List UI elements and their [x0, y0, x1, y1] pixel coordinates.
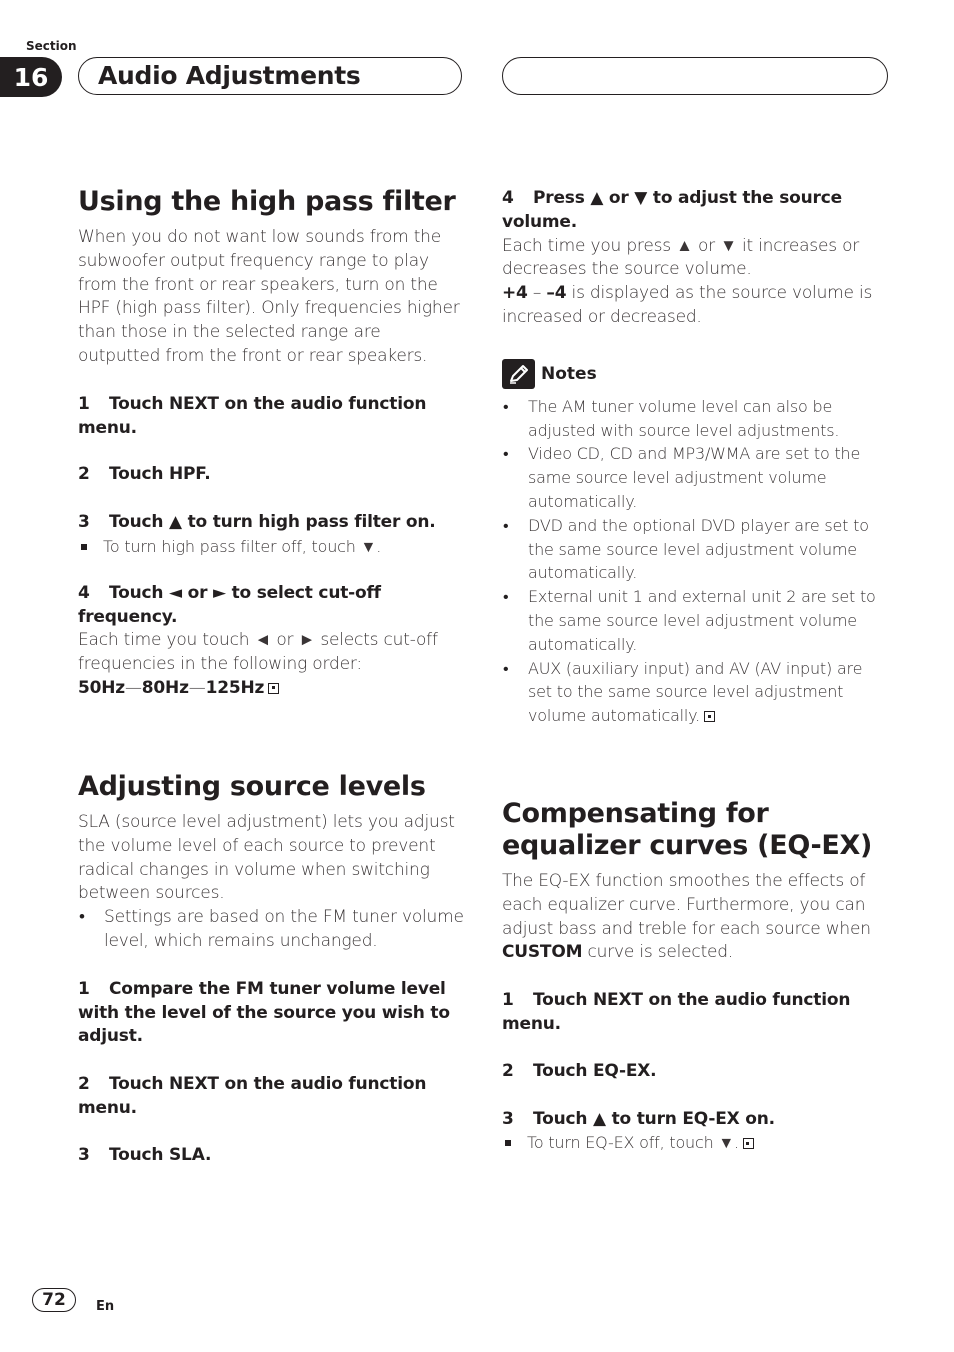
end-mark-icon — [268, 683, 279, 694]
sla-bullet: • Settings are based on the FM tuner volume level, which remains unchanged. — [78, 906, 466, 954]
end-mark-icon — [704, 711, 715, 722]
sla-step-4: 4 Press ▲ or ▼ to adjust the source volume. — [502, 188, 842, 232]
end-mark-icon — [743, 1138, 754, 1149]
eqex-heading: Compensating for equalizer curves (EQ-EX) — [502, 798, 873, 861]
notes-header — [502, 359, 890, 389]
eqex-step-2: 2 Touch EQ-EX. — [502, 1060, 657, 1081]
section-label: Section — [26, 39, 77, 53]
hpf-frequency-order: 50Hz—80Hz—125Hz — [78, 677, 466, 701]
hpf-heading: Using the high pass filter — [78, 186, 456, 217]
note-item: • AUX (auxiliary input) and AV (AV input) are set to the same source level adjustment volume automatically. — [502, 657, 890, 728]
note-item: • External unit 1 and external unit 2 are set to the same source level adjustment volume automatically. — [502, 585, 890, 656]
hpf-step-4: 4 Touch ◄ or ► to select cut-off frequency. — [78, 582, 381, 627]
sla-section — [78, 771, 466, 1168]
hpf-step-2: 2 Touch HPF. — [78, 464, 211, 485]
sla-continued — [502, 187, 890, 728]
language-code: En — [96, 1299, 115, 1314]
sla-step-3: 3 Touch SLA. — [78, 1144, 212, 1165]
section-title: Audio Adjustments — [98, 61, 361, 90]
note-item: • DVD and the optional DVD player are set to the same source level adjustment volume automatically. — [502, 514, 890, 585]
hpf-step-3: 3 Touch ▲ to turn high pass filter on. — [78, 512, 436, 533]
sla-bullet-list — [78, 906, 466, 954]
sla-intro: SLA (source level adjustment) lets you adjust the volume level of each source to prevent radical changes in volume when switching between sources. — [78, 812, 455, 904]
note-item: • The AM tuner volume level can also be adjusted with source level adjustments. — [502, 395, 890, 443]
hpf-section — [78, 186, 466, 701]
sla-step-2: 2 Touch NEXT on the audio function menu. — [78, 1074, 427, 1118]
note-item: • Video CD, CD and MP3/WMA are set to the same source level adjustment volume automatically. — [502, 442, 890, 513]
notes-label: Notes — [541, 363, 597, 384]
header-right-frame — [502, 57, 888, 95]
eqex-step-3: 3 Touch ▲ to turn EQ-EX on. — [502, 1108, 775, 1129]
sla-heading: Adjusting source levels — [78, 771, 426, 802]
sla-range: +4 – –4 is displayed as the source volume is increased or decreased. — [502, 283, 873, 327]
eqex-intro: The EQ-EX function smoothes the effects of each equalizer curve. Furthermore, you can adjust bass and treble for each source when CUSTOM curve is selected. — [502, 871, 871, 963]
sla-step-4-desc: Each time you press ▲ or ▼ it increases or decreases the source volume. — [502, 235, 860, 280]
hpf-step-4-desc: Each time you touch ◄ or ► selects cut-off frequencies in the following order: — [78, 630, 438, 675]
eqex-step-1: 1 Touch NEXT on the audio function menu. — [502, 990, 851, 1034]
eqex-section — [502, 798, 890, 1155]
page-number: 72 — [32, 1288, 76, 1312]
eqex-step-3-note: To turn EQ-EX off, touch ▼. — [502, 1131, 890, 1155]
sla-step-1: 1 Compare the FM tuner volume level with the level of the source you wish to adjust. — [78, 978, 450, 1047]
hpf-intro: When you do not want low sounds from the subwoofer output frequency range to play from the front or rear speakers, turn on the HPF (high pass filter). Only frequencies higher than those in the selected range are outputted from the front or rear speakers. — [78, 227, 460, 366]
section-number-badge: 16 — [0, 57, 62, 97]
hpf-step-3-note: To turn high pass filter off, touch ▼. — [78, 535, 466, 559]
hpf-step-1: 1 Touch NEXT on the audio function menu. — [78, 393, 427, 438]
pencil-icon — [502, 359, 535, 389]
notes-list — [502, 395, 890, 728]
